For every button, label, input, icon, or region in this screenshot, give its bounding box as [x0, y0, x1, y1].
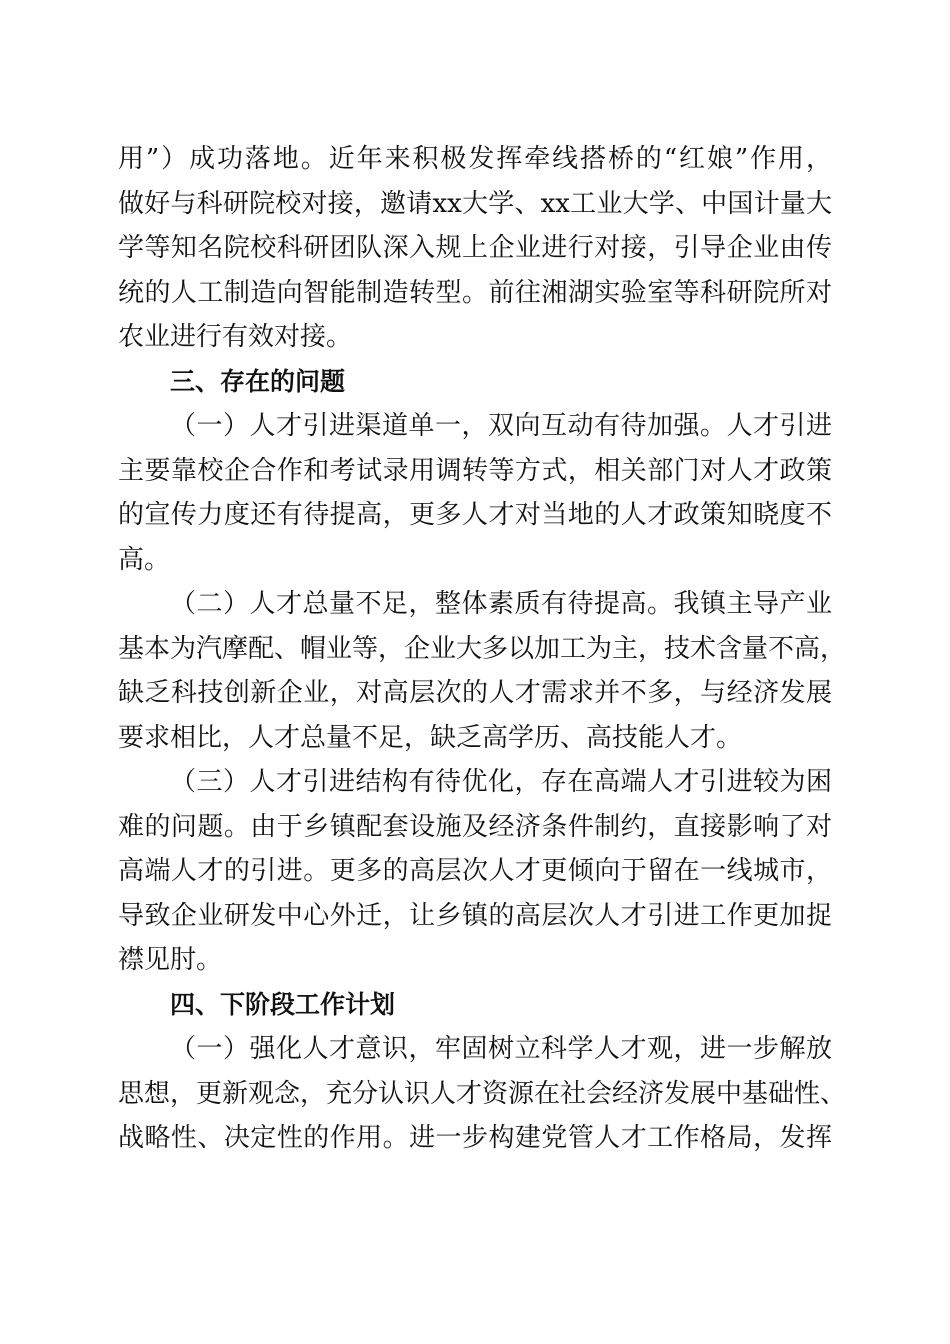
text-line: 做好与科研院校对接，邀请xx大学、xx工业大学、中国计量大 [118, 188, 832, 219]
document-body [118, 137, 847, 1161]
text-line: 高端人才的引进。更多的高层次人才更倾向于留在一线城市， [118, 856, 832, 886]
text-line: 用”）成功落地。近年来积极发挥牵线搭桥的“红娘”作用， [118, 144, 832, 174]
text-line: 农业进行有效对接。 [118, 322, 353, 352]
paragraph-issue-2 [118, 582, 847, 760]
text-line: 的宣传力度还有待提高，更多人才对当地的人才政策知晓度不 [118, 500, 832, 530]
section-heading-next-plan: 四、下阶段工作计划 [170, 989, 396, 1019]
text-line: （三）人才引进结构有待优化，存在高端人才引进较为困 [170, 767, 832, 797]
text-line: 难的问题。由于乡镇配套设施及经济条件制约，直接影响了对 [118, 811, 832, 842]
text-line: 战略性、决定性的作用。进一步构建党管人才工作格局，发挥 [118, 1123, 832, 1153]
text-line: （一）人才引进渠道单一，双向互动有待加强。人才引进 [170, 411, 832, 441]
text-line: 主要靠校企合作和考试录用调转等方式，相关部门对人才政策 [118, 455, 832, 486]
text-line: 学等知名院校科研团队深入规上企业进行对接，引导企业由传 [118, 233, 832, 263]
text-line: 襟见肘。 [118, 945, 223, 975]
text-line: （一）强化人才意识，牢固树立科学人才观，进一步解放 [170, 1034, 832, 1064]
paragraph-issue-1 [118, 404, 832, 582]
text-line: 缺乏科技创新企业，对高层次的人才需求并不多，与经济发展 [118, 678, 832, 708]
section-heading-problems: 三、存在的问题 [170, 366, 346, 396]
text-line: 统的人工制造向智能制造转型。前往湘湖实验室等科研院所对 [118, 277, 832, 308]
paragraph-plan-1 [118, 1027, 847, 1161]
text-line: （二）人才总量不足，整体素质有待提高。我镇主导产业 [170, 589, 832, 619]
text-line: 基本为汽摩配、帽业等，企业大多以加工为主，技术含量不高， [118, 633, 847, 664]
text-line: 思想，更新观念，充分认识人才资源在社会经济发展中基础性、 [118, 1078, 847, 1109]
text-line: 高。 [118, 544, 171, 575]
paragraph-issue-3 [118, 760, 832, 983]
text-line: 要求相比，人才总量不足，缺乏高学历、高技能人才。 [118, 722, 743, 753]
text-line: 导致企业研发中心外迁，让乡镇的高层次人才引进工作更加捉 [118, 900, 832, 931]
paragraph-continued [118, 137, 832, 360]
